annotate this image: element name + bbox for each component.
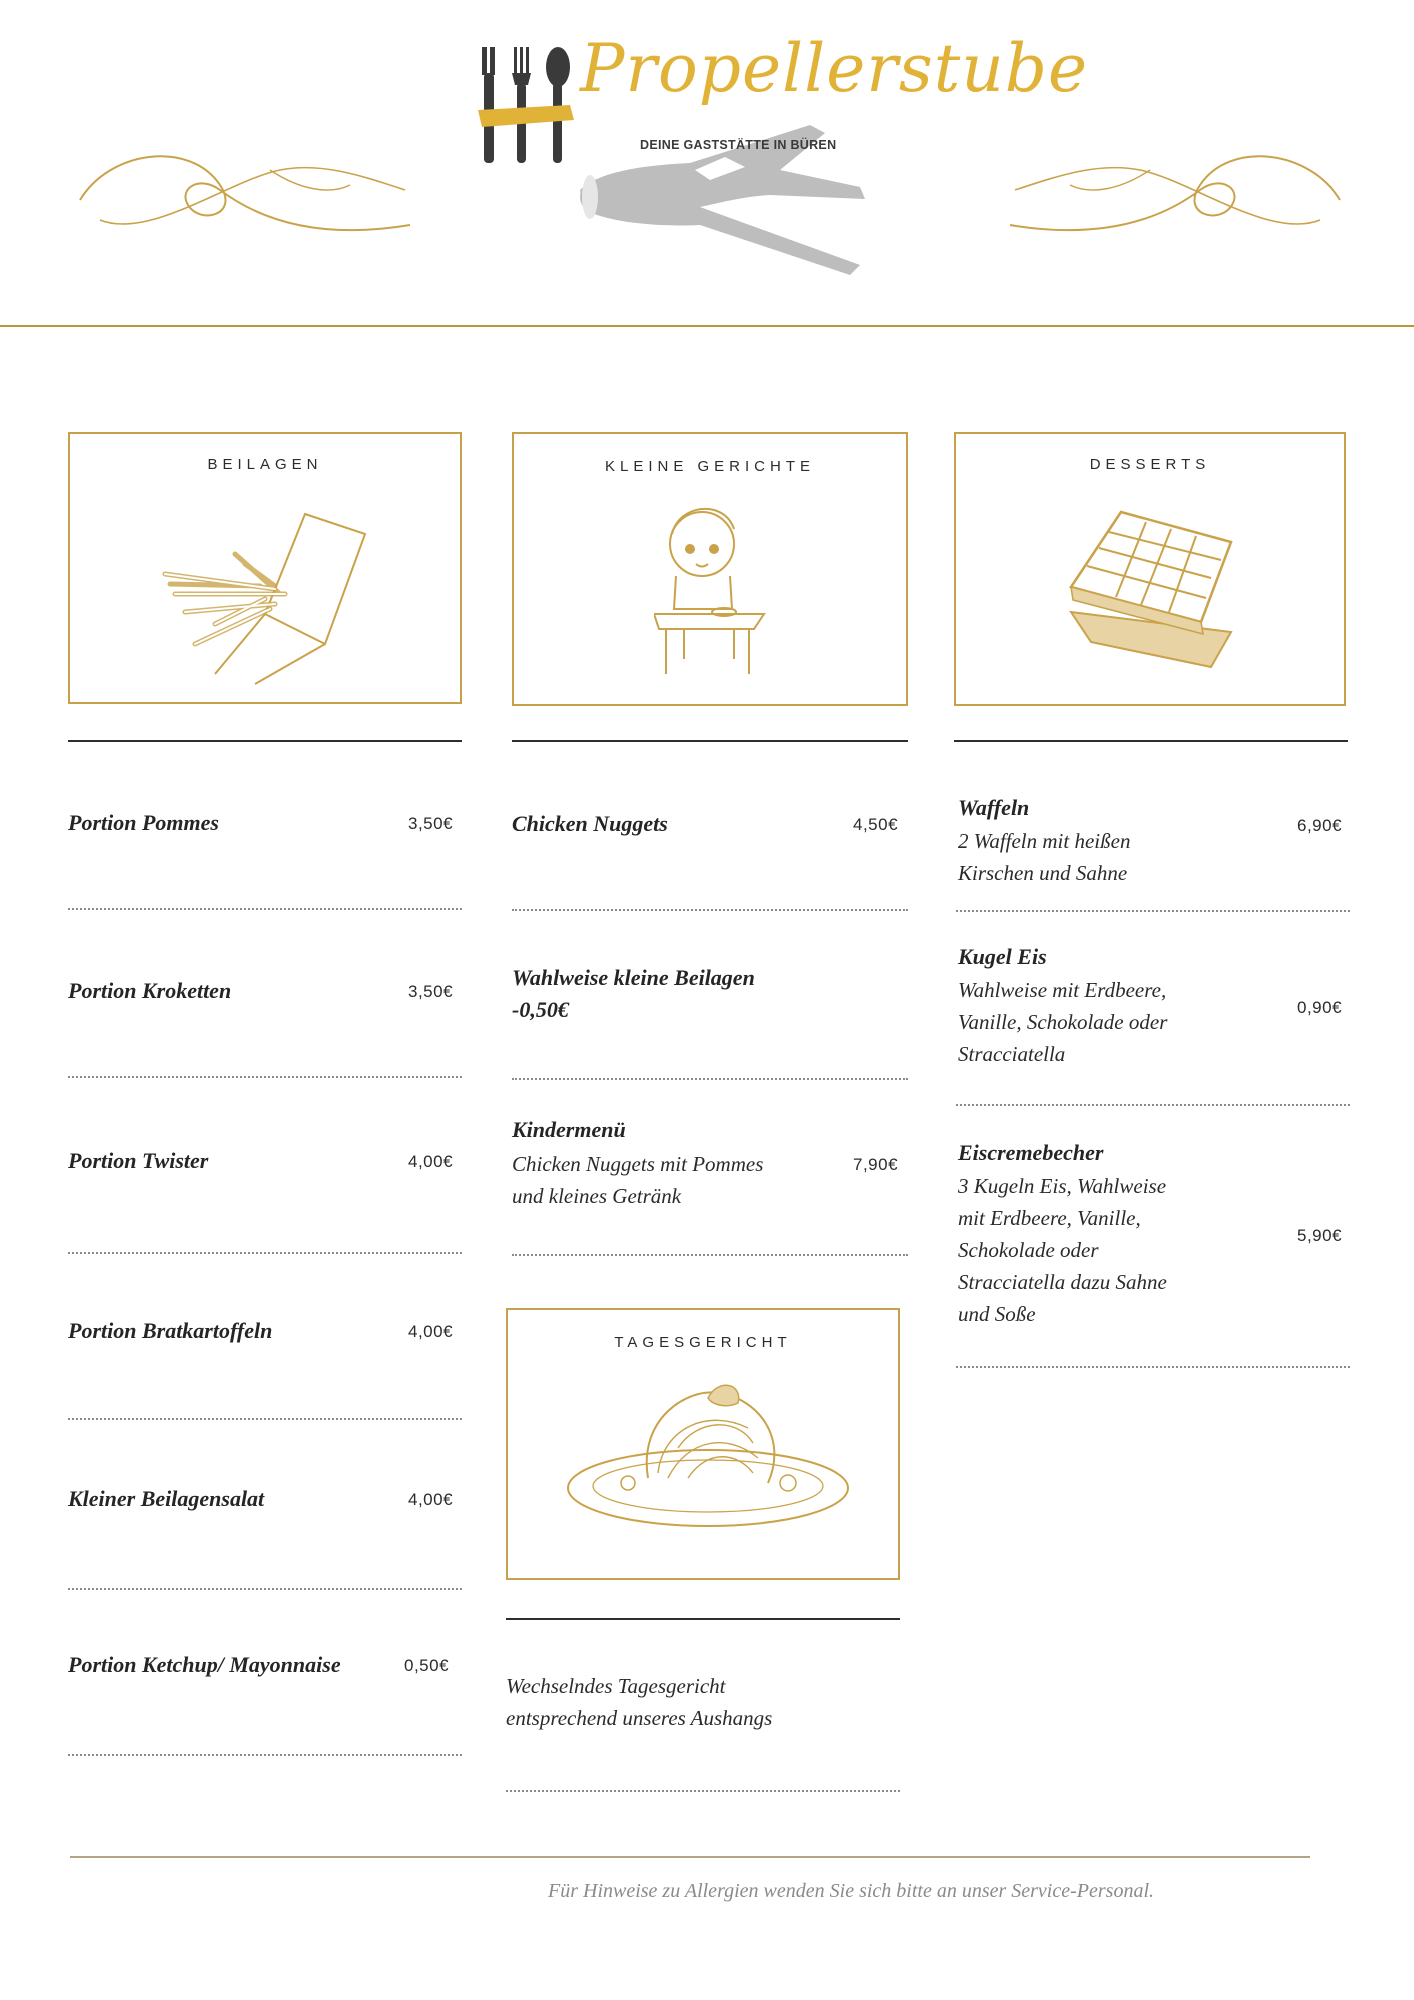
menu-item-description: mit Erdbeere, Vanille, [958,1206,1141,1230]
item-divider [512,909,908,911]
header-divider [0,325,1414,327]
menu-item-description: Chicken Nuggets mit Pommes [512,1152,764,1176]
item-divider [68,1252,462,1254]
left-flourish-ornament [70,130,420,260]
allergy-note: Für Hinweise zu Allergien wenden Sie sich bitte an unser Service-Personal. [548,1880,1154,1902]
section-card-tagesgericht [506,1308,900,1580]
menu-item-price: 3,50€ [408,814,454,833]
brand-name: Propellerstube [580,30,1089,107]
item-divider [506,1790,900,1792]
menu-item-price: 5,90€ [1297,1226,1343,1245]
brand-tagline: DEINE GASTSTÄTTE IN BÜREN [640,138,837,152]
section-title: KLEINE GERICHTE [604,458,816,475]
section-divider [506,1618,900,1620]
menu-item-description: 2 Waffeln mit heißen [958,829,1131,853]
tagesgericht-description: entsprechend unseres Aushangs [506,1706,773,1730]
menu-item-description: Wahlweise mit Erdbeere, [958,978,1167,1002]
menu-item-price: 4,00€ [408,1152,454,1171]
menu-item-name: Wahlweise kleine Beilagen -0,50€ [512,965,755,1022]
menu-item-description: Kirschen und Sahne [958,861,1128,885]
menu-item-description: 3 Kugeln Eis, Wahlweise [958,1174,1167,1198]
section-divider [954,740,1348,742]
menu-item-price: 0,90€ [1297,998,1343,1017]
section-divider [512,740,908,742]
item-divider [68,1418,462,1420]
tagesgericht-description: Wechselndes Tagesgericht [506,1674,726,1698]
menu-item-name: Chicken Nuggets [512,811,668,836]
item-divider [68,1588,462,1590]
item-divider [956,910,1350,912]
child-eating-icon [654,494,774,694]
section-title: DESSERTS [1089,456,1211,473]
item-divider [68,908,462,910]
menu-header [0,0,1414,330]
pasta-plate-icon [558,1378,858,1548]
menu-item-description: Schokolade oder [958,1238,1099,1262]
item-divider [956,1104,1350,1106]
menu-item-description: Stracciatella [958,1042,1066,1066]
waffle-icon [1061,502,1241,682]
item-divider [512,1078,908,1080]
menu-item-name: Kugel Eis [958,944,1047,969]
menu-item-price: 3,50€ [408,982,454,1001]
section-title: TAGESGERICHT [614,1334,792,1351]
section-divider [68,740,462,742]
menu-item-name: Kleiner Beilagensalat [68,1486,265,1511]
cutlery-logo-icon [478,45,574,165]
menu-item-description: Stracciatella dazu Sahne [958,1270,1167,1294]
menu-item-name: Portion Bratkartoffeln [68,1318,273,1343]
section-title: BEILAGEN [207,456,323,473]
section-card-kleine-gerichte [512,432,908,706]
menu-item-price: 4,00€ [408,1490,454,1509]
item-divider [512,1254,908,1256]
item-divider [68,1076,462,1078]
menu-item-description: und Soße [958,1302,1036,1326]
menu-item-description: und kleines Getränk [512,1184,682,1208]
menu-item-name: Eiscremebecher [958,1140,1104,1165]
right-flourish-ornament [1000,130,1350,260]
menu-item-name: Portion Ketchup/ Mayonnaise [68,1652,341,1677]
menu-item-price: 4,50€ [853,815,899,834]
menu-item-name: Kindermenü [512,1117,626,1142]
menu-item-price: 7,90€ [853,1155,899,1174]
menu-item-price: 4,00€ [408,1322,454,1341]
menu-item-name: Waffeln [958,795,1030,820]
footer-divider [70,1856,1310,1858]
item-divider [956,1366,1350,1368]
item-divider [68,1754,462,1756]
menu-item-description: Vanille, Schokolade oder [958,1010,1168,1034]
menu-item-price: 0,50€ [404,1656,450,1675]
menu-item-name: Portion Pommes [68,810,219,835]
menu-item-name: Portion Kroketten [68,978,232,1003]
section-card-beilagen [68,432,462,704]
fries-icon [155,494,385,694]
menu-item-name: Portion Twister [68,1148,209,1173]
section-card-desserts [954,432,1346,706]
menu-item-price: 6,90€ [1297,816,1343,835]
